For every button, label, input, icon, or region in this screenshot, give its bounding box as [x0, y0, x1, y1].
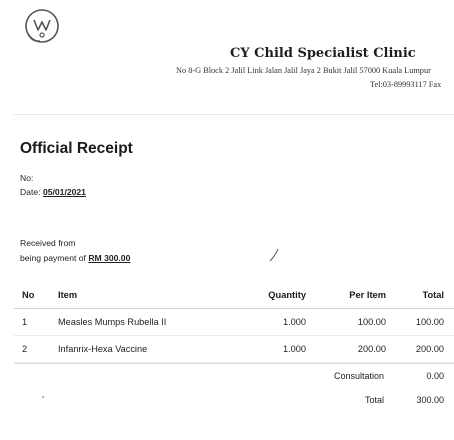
- table-row: [14, 309, 454, 336]
- stray-mark: [42, 396, 44, 398]
- payment-amount: RM 300.00: [88, 253, 131, 263]
- total-value: 300.00: [416, 395, 444, 405]
- clinic-name: CY Child Specialist Clinic: [230, 46, 416, 61]
- row-no: 2: [22, 344, 28, 354]
- header-no: No: [22, 290, 35, 300]
- row-per-item: 200.00: [357, 344, 386, 354]
- total-label: Total: [364, 395, 384, 405]
- row-item: Infanrix-Hexa Vaccine: [58, 344, 148, 354]
- clinic-address: No 8-G Block 2 Jalil Link Jalan Jalil Jaya 2 Bukit Jalil 57000 Kuala Lumpur: [176, 66, 431, 75]
- row-quantity: 1.000: [283, 344, 306, 354]
- payment-line: [20, 253, 130, 263]
- receipt-number-label: No:: [20, 173, 34, 183]
- total-row: [14, 388, 454, 412]
- receipt-date-value: 05/01/2021: [42, 187, 86, 197]
- row-item: Measles Mumps Rubella II: [58, 317, 167, 327]
- row-per-item: 100.00: [357, 317, 386, 327]
- receipt-date: [20, 187, 86, 197]
- row-quantity: 1.000: [283, 317, 306, 327]
- receipt-date-label: Date:: [20, 187, 41, 197]
- received-from: [20, 238, 75, 248]
- row-total: 100.00: [415, 317, 444, 327]
- clinic-logo-icon: [22, 6, 62, 46]
- header-divider: [14, 114, 454, 115]
- received-from-label: Received from: [20, 238, 76, 248]
- pen-mark: [268, 248, 280, 262]
- header-per-item: Per Item: [349, 290, 386, 300]
- row-total: 200.00: [415, 344, 444, 354]
- header-item: Item: [58, 290, 78, 300]
- clinic-contact: Tel:03-89993117 Fax: [370, 80, 442, 89]
- header-quantity: Quantity: [268, 290, 306, 300]
- consultation-value: 0.00: [426, 371, 444, 381]
- header-total: Total: [422, 290, 444, 300]
- row-no: 1: [22, 317, 28, 327]
- consultation-row: [14, 363, 454, 388]
- table-row: [14, 336, 454, 363]
- consultation-label: Consultation: [333, 371, 384, 381]
- items-table: [14, 282, 454, 412]
- table-header-row: [14, 282, 454, 309]
- payment-label: being payment of: [20, 253, 86, 263]
- receipt-title: Official Receipt: [20, 140, 133, 157]
- receipt-number: [20, 173, 33, 183]
